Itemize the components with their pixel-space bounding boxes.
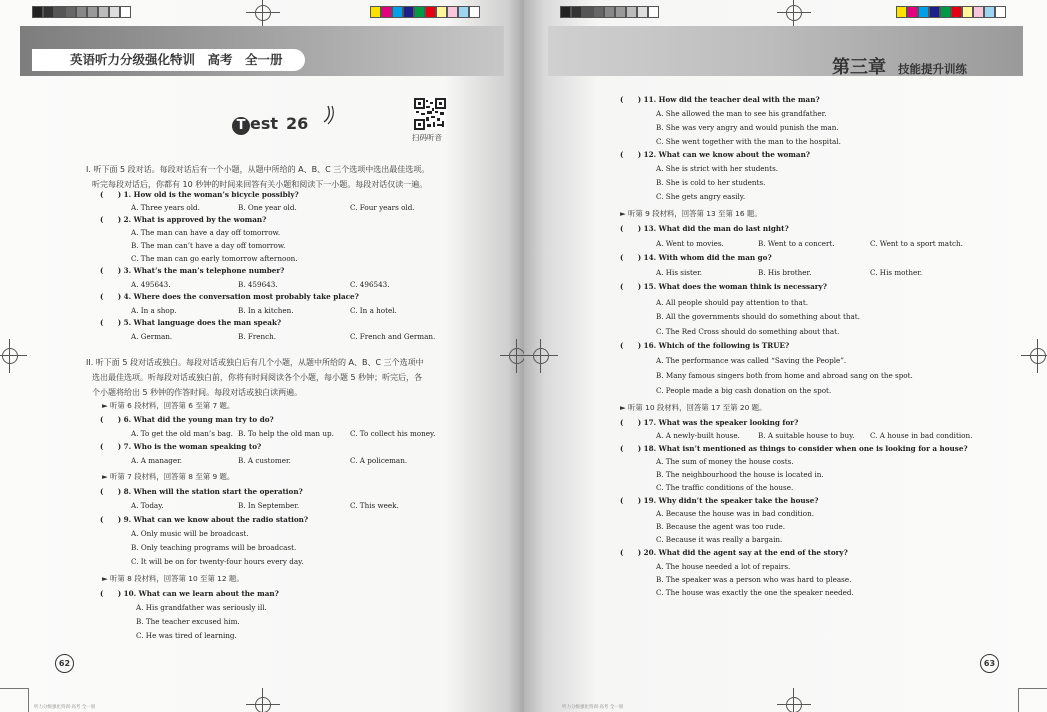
- color-swatch: [414, 6, 425, 18]
- test-number: 26: [286, 114, 309, 133]
- answer-option: C. The traffic conditions of the house.: [656, 483, 794, 492]
- color-swatch: [637, 6, 648, 18]
- color-swatch: [973, 6, 984, 18]
- crop-mark: [0, 688, 28, 689]
- color-swatch: [87, 6, 98, 18]
- color-swatch: [648, 6, 659, 18]
- answer-option: A. Today.: [131, 501, 164, 510]
- page-footer: 听力分级强化特训·高考 全一册: [562, 705, 624, 710]
- color-swatch: [403, 6, 414, 18]
- question-text: ( ) 8. When will the station start the operation?: [100, 487, 303, 496]
- crop-mark: [1018, 688, 1047, 689]
- answer-option: A. She allowed the man to see his grandfather.: [656, 109, 827, 118]
- chapter-title: 第三章: [832, 57, 886, 78]
- color-swatch: [560, 6, 571, 18]
- color-swatch: [962, 6, 973, 18]
- answer-option: A. The sum of money the house costs.: [656, 457, 794, 466]
- registration-mark: [530, 345, 552, 367]
- answer-option: C. Went to a sport match.: [870, 239, 963, 248]
- answer-option: C. The Red Cross should do something about that.: [656, 327, 840, 336]
- section-note: ► 听第 10 段材料，回答第 17 至第 20 题。: [620, 403, 767, 412]
- answer-option: C. This week.: [350, 501, 399, 510]
- color-swatch: [593, 6, 604, 18]
- color-swatch: [120, 6, 131, 18]
- instruction-2-line-2: 选出最佳选项。听每段对话或独白前，你将有时间阅读各个小题，每小题 5 秒钟；听完后，各: [92, 373, 423, 382]
- answer-option: A. The performance was called “Saving the People”.: [656, 356, 847, 365]
- color-swatch: [615, 6, 626, 18]
- section-note: ► 听第 8 段材料，回答第 10 至第 12 题。: [102, 574, 244, 583]
- question-text: ( ) 16. Which of the following is TRUE?: [620, 341, 790, 350]
- answer-option: B. One year old.: [238, 203, 297, 212]
- color-bar: [370, 6, 480, 18]
- answer-option: C. French and German.: [350, 332, 436, 341]
- answer-option: A. Only music will be broadcast.: [131, 529, 249, 538]
- answer-option: A. To get the old man’s bag.: [131, 429, 233, 438]
- answer-option: C. The house was exactly the one the speaker needed.: [656, 588, 854, 597]
- answer-option: B. In September.: [238, 501, 300, 510]
- color-swatch: [109, 6, 120, 18]
- color-swatch: [918, 6, 929, 18]
- answer-option: B. She is cold to her students.: [656, 178, 766, 187]
- color-swatch: [425, 6, 436, 18]
- color-swatch: [896, 6, 907, 18]
- color-swatch: [995, 6, 1006, 18]
- answer-option: A. 495643.: [131, 280, 171, 289]
- qr-code-icon[interactable]: [414, 98, 446, 130]
- answer-option: A. Because the house was in bad condition.: [656, 509, 815, 518]
- instruction-2-line-3: 个小题将给出 5 秒钟的作答时间。每段对话或独白读两遍。: [92, 388, 303, 397]
- answer-option: B. The teacher excused him.: [136, 617, 240, 626]
- answer-option: A. She is strict with her students.: [656, 164, 779, 173]
- color-swatch: [76, 6, 87, 18]
- color-swatch: [929, 6, 940, 18]
- color-swatch: [381, 6, 392, 18]
- test-logo: [232, 114, 308, 135]
- answer-option: A. His sister.: [656, 268, 703, 277]
- answer-option: B. To help the old man up.: [238, 429, 334, 438]
- answer-option: B. All the governments should do something about that.: [656, 312, 860, 321]
- answer-option: B. A suitable house to buy.: [758, 431, 855, 440]
- instruction-2-line-1: II. 听下面 5 段对话或独白。每段对话或独白后有几个小题，从题中所给的 A、B、C 三个选项中: [86, 358, 424, 367]
- answer-option: C. People made a big cash donation on the spot.: [656, 386, 832, 395]
- registration-mark: [0, 345, 21, 367]
- color-swatch: [469, 6, 480, 18]
- color-swatch: [984, 6, 995, 18]
- question-text: ( ) 18. What isn’t mentioned as things to consider when one is looking for a house?: [620, 444, 968, 453]
- crop-mark: [28, 688, 29, 712]
- question-text: ( ) 15. What does the woman think is necessary?: [620, 282, 827, 291]
- test-t-icon: T: [232, 117, 250, 135]
- registration-mark: [252, 694, 274, 712]
- instruction-1-line-2: 听完每段对话后，你都有 10 秒钟的时间来回答有关小题和阅读下一小题。每段对话仅读一遍。: [92, 180, 428, 189]
- color-swatch: [98, 6, 109, 18]
- gray-color-bar: [560, 6, 659, 18]
- answer-option: C. In a hotel.: [350, 306, 397, 315]
- question-text: ( ) 2. What is approved by the woman?: [100, 215, 267, 224]
- chapter-subtitle: 技能提升训练: [898, 62, 967, 76]
- crop-mark: [1018, 688, 1019, 712]
- page-number: 62: [55, 654, 74, 673]
- registration-mark: [783, 694, 805, 712]
- section-note: ► 听第 9 段材料，回答第 13 至第 16 题。: [620, 209, 762, 218]
- answer-option: A. A manager.: [131, 456, 183, 465]
- question-text: ( ) 14. With whom did the man go?: [620, 253, 772, 262]
- answer-option: B. The neighbourhood the house is located in.: [656, 470, 824, 479]
- question-text: ( ) 6. What did the young man try to do?: [100, 415, 274, 424]
- question-text: ( ) 20. What did the agent say at the end of the story?: [620, 548, 848, 557]
- answer-option: C. The man can go early tomorrow afternoon.: [131, 254, 298, 263]
- answer-option: A. The house needed a lot of repairs.: [656, 562, 791, 571]
- section-note: ► 听第 7 段材料，回答第 8 至第 9 题。: [102, 472, 235, 481]
- answer-option: B. Only teaching programs will be broadcast.: [131, 543, 297, 552]
- question-text: ( ) 11. How did the teacher deal with the man?: [620, 95, 820, 104]
- color-swatch: [604, 6, 615, 18]
- page-number: 63: [980, 654, 999, 673]
- color-swatch: [65, 6, 76, 18]
- book-title: 英语听力分级强化特训 高考 全一册: [32, 49, 305, 71]
- question-text: ( ) 3. What’s the man’s telephone number?: [100, 266, 285, 275]
- color-swatch: [940, 6, 951, 18]
- color-swatch: [907, 6, 918, 18]
- answer-option: C. To collect his money.: [350, 429, 436, 438]
- color-swatch: [32, 6, 43, 18]
- answer-option: A. Three years old.: [131, 203, 200, 212]
- answer-option: A. All people should pay attention to that.: [656, 298, 808, 307]
- registration-mark: [783, 2, 805, 24]
- answer-option: A. German.: [131, 332, 173, 341]
- question-text: ( ) 1. How old is the woman’s bicycle possibly?: [100, 190, 299, 199]
- answer-option: C. She gets angry easily.: [656, 192, 746, 201]
- answer-option: B. Because the agent was too rude.: [656, 522, 785, 531]
- registration-mark: [1027, 345, 1047, 367]
- color-swatch: [392, 6, 403, 18]
- answer-option: C. Because it was really a bargain.: [656, 535, 783, 544]
- color-swatch: [582, 6, 593, 18]
- qr-label: 扫码听音: [412, 133, 442, 142]
- answer-option: C. His mother.: [870, 268, 923, 277]
- answer-option: C. Four years old.: [350, 203, 415, 212]
- color-swatch: [951, 6, 962, 18]
- answer-option: B. 459643.: [238, 280, 278, 289]
- answer-option: A. His grandfather was seriously ill.: [136, 603, 267, 612]
- question-text: ( ) 4. Where does the conversation most probably take place?: [100, 292, 359, 301]
- color-swatch: [43, 6, 54, 18]
- test-label: est: [250, 114, 279, 133]
- answer-option: C. He was tired of learning.: [136, 631, 237, 640]
- answer-option: B. A customer.: [238, 456, 291, 465]
- answer-option: A. In a shop.: [131, 306, 177, 315]
- answer-option: B. Many famous singers both from home and abroad sang on the spot.: [656, 371, 913, 380]
- question-text: ( ) 5. What language does the man speak?: [100, 318, 282, 327]
- sound-wave-icon: [322, 104, 336, 126]
- answer-option: C. A house in bad condition.: [870, 431, 973, 440]
- answer-option: B. Went to a concert.: [758, 239, 835, 248]
- answer-option: C. It will be on for twenty-four hours every day.: [131, 557, 304, 566]
- color-swatch: [626, 6, 637, 18]
- question-text: ( ) 17. What was the speaker looking for?: [620, 418, 799, 427]
- question-text: ( ) 9. What can we know about the radio station?: [100, 515, 309, 524]
- answer-option: B. The speaker was a person who was hard to please.: [656, 575, 852, 584]
- page-footer: 听力分级强化特训·高考 全一册: [34, 705, 96, 710]
- color-swatch: [571, 6, 582, 18]
- answer-option: C. A policeman.: [350, 456, 408, 465]
- color-swatch: [458, 6, 469, 18]
- question-text: ( ) 7. Who is the woman speaking to?: [100, 442, 262, 451]
- chapter-heading: [832, 53, 967, 79]
- question-text: ( ) 10. What can we learn about the man?: [100, 589, 279, 598]
- color-swatch: [370, 6, 381, 18]
- header-band: [20, 26, 504, 76]
- answer-option: C. She went together with the man to the hospital.: [656, 137, 841, 146]
- answer-option: B. She was very angry and would punish the man.: [656, 123, 839, 132]
- question-text: ( ) 19. Why didn’t the speaker take the house?: [620, 496, 819, 505]
- answer-option: A. Went to movies.: [656, 239, 724, 248]
- answer-option: B. French.: [238, 332, 277, 341]
- color-swatch: [447, 6, 458, 18]
- answer-option: C. 496543.: [350, 280, 390, 289]
- answer-option: B. The man can’t have a day off tomorrow.: [131, 241, 286, 250]
- color-swatch: [436, 6, 447, 18]
- question-text: ( ) 13. What did the man do last night?: [620, 224, 789, 233]
- answer-option: B. His brother.: [758, 268, 812, 277]
- answer-option: A. A newly-built house.: [656, 431, 740, 440]
- gray-color-bar: [32, 6, 131, 18]
- registration-mark: [252, 2, 274, 24]
- instruction-1-line-1: I. 听下面 5 段对话。每段对话后有一个小题，从题中所给的 A、B、C 三个选项中选出最佳选项。: [86, 165, 430, 174]
- answer-option: A. The man can have a day off tomorrow.: [131, 228, 281, 237]
- registration-mark: [506, 345, 524, 367]
- color-swatch: [54, 6, 65, 18]
- section-note: ► 听第 6 段材料，回答第 6 至第 7 题。: [102, 401, 235, 410]
- answer-option: B. In a kitchen.: [238, 306, 294, 315]
- question-text: ( ) 12. What can we know about the woman?: [620, 150, 811, 159]
- color-bar: [896, 6, 1006, 18]
